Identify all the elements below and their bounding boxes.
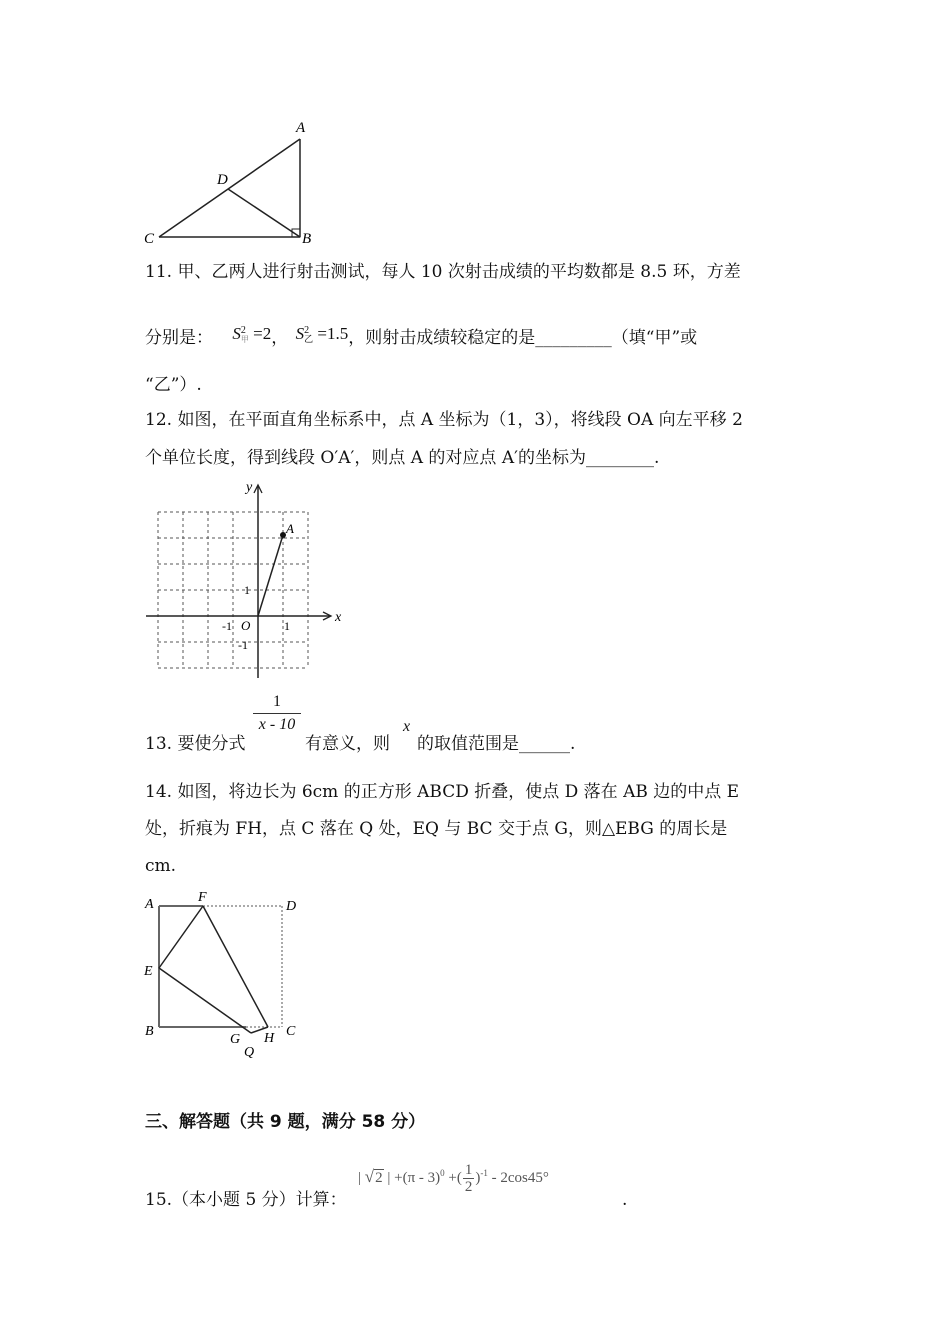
section3-heading: 三、解答题（共 9 题，满分 58 分） (145, 1112, 426, 1132)
sq-label-B: B (145, 1024, 154, 1039)
variance-a: S2 甲 =2 (232, 324, 272, 345)
label-D: D (217, 172, 228, 188)
sqrt-symbol: √2 (364, 1166, 383, 1186)
label-A: A (296, 120, 306, 136)
q12-line2: 个单位长度，得到线段 O′A′，则点 A 的对应点 A′的坐标为________. (145, 448, 660, 468)
q13-fraction (253, 692, 301, 735)
sq-label-C: C (286, 1024, 296, 1039)
half-fraction: $\frac{1}{2}$ (464, 1162, 473, 1195)
q13-text-b: 有意义，则 (305, 734, 390, 754)
sq-label-H: H (264, 1031, 275, 1046)
q15-dot: . (622, 1190, 628, 1210)
fraction-denominator: x - 10 (258, 716, 296, 733)
axis-y-label: y (246, 480, 253, 495)
q14-line3: cm. (145, 856, 177, 876)
tick-x-1: 1 (284, 619, 290, 633)
q13-text-c: 的取值范围是______. (417, 734, 576, 754)
q11-prefix: 分别是： (145, 328, 213, 348)
q11-line1: 11. 甲、乙两人进行射击测试，每人 10 次射击成绩的平均数都是 8.5 环，方差 (145, 262, 741, 282)
q11-line3: “乙”）. (145, 375, 202, 395)
origin-label: O (241, 618, 251, 633)
sq-label-D: D (286, 899, 297, 914)
q14-line1: 14. 如图，将边长为 6cm 的正方形 ABCD 折叠，使点 D 落在 AB 边的中点 E (145, 782, 740, 802)
label-B: B (302, 231, 312, 247)
sq-label-E: E (144, 964, 153, 979)
q13-text-a: 13. 要使分式 (145, 734, 246, 754)
triangle-figure (135, 115, 325, 255)
coordinate-grid-figure (140, 478, 355, 683)
q12-line1: 12. 如图，在平面直角坐标系中，点 A 坐标为（1，3），将线段 OA 向左平移 2 (145, 410, 743, 430)
tick-x-neg1: -1 (222, 619, 232, 633)
axis-x-label: x (335, 610, 342, 625)
point-A-label: A (286, 521, 294, 536)
sq-label-G: G (230, 1032, 241, 1047)
q15-text: 15.（本小题 5 分）计算： (145, 1190, 347, 1210)
variance-b: S2 乙 =1.5 (295, 324, 349, 345)
q13-variable: x (403, 718, 411, 735)
folded-square-figure (140, 888, 315, 1063)
tick-y-neg1: -1 (238, 638, 248, 652)
fraction-numerator: 1 (273, 693, 281, 710)
sq-label-Q: Q (244, 1045, 255, 1060)
label-C: C (144, 231, 155, 247)
sq-label-F: F (198, 890, 207, 905)
sq-label-A: A (145, 897, 154, 912)
q11-line2: 分别是： S2 甲 =2， S2 乙 =1.5，则射击成绩较稳定的是_________（填“甲”或 (145, 324, 698, 348)
q14-line2: 处，折痕为 FH，点 C 落在 Q 处，EQ 与 BC 交于点 G，则△EBG 的周长是 (145, 819, 728, 839)
q15-expression: | √2 | $+(\pi - 3)^0 +(\frac{1}{2})^{-1} - 2\cos 45^\circ$ (358, 1162, 549, 1195)
tick-y-1: 1 (244, 583, 250, 597)
